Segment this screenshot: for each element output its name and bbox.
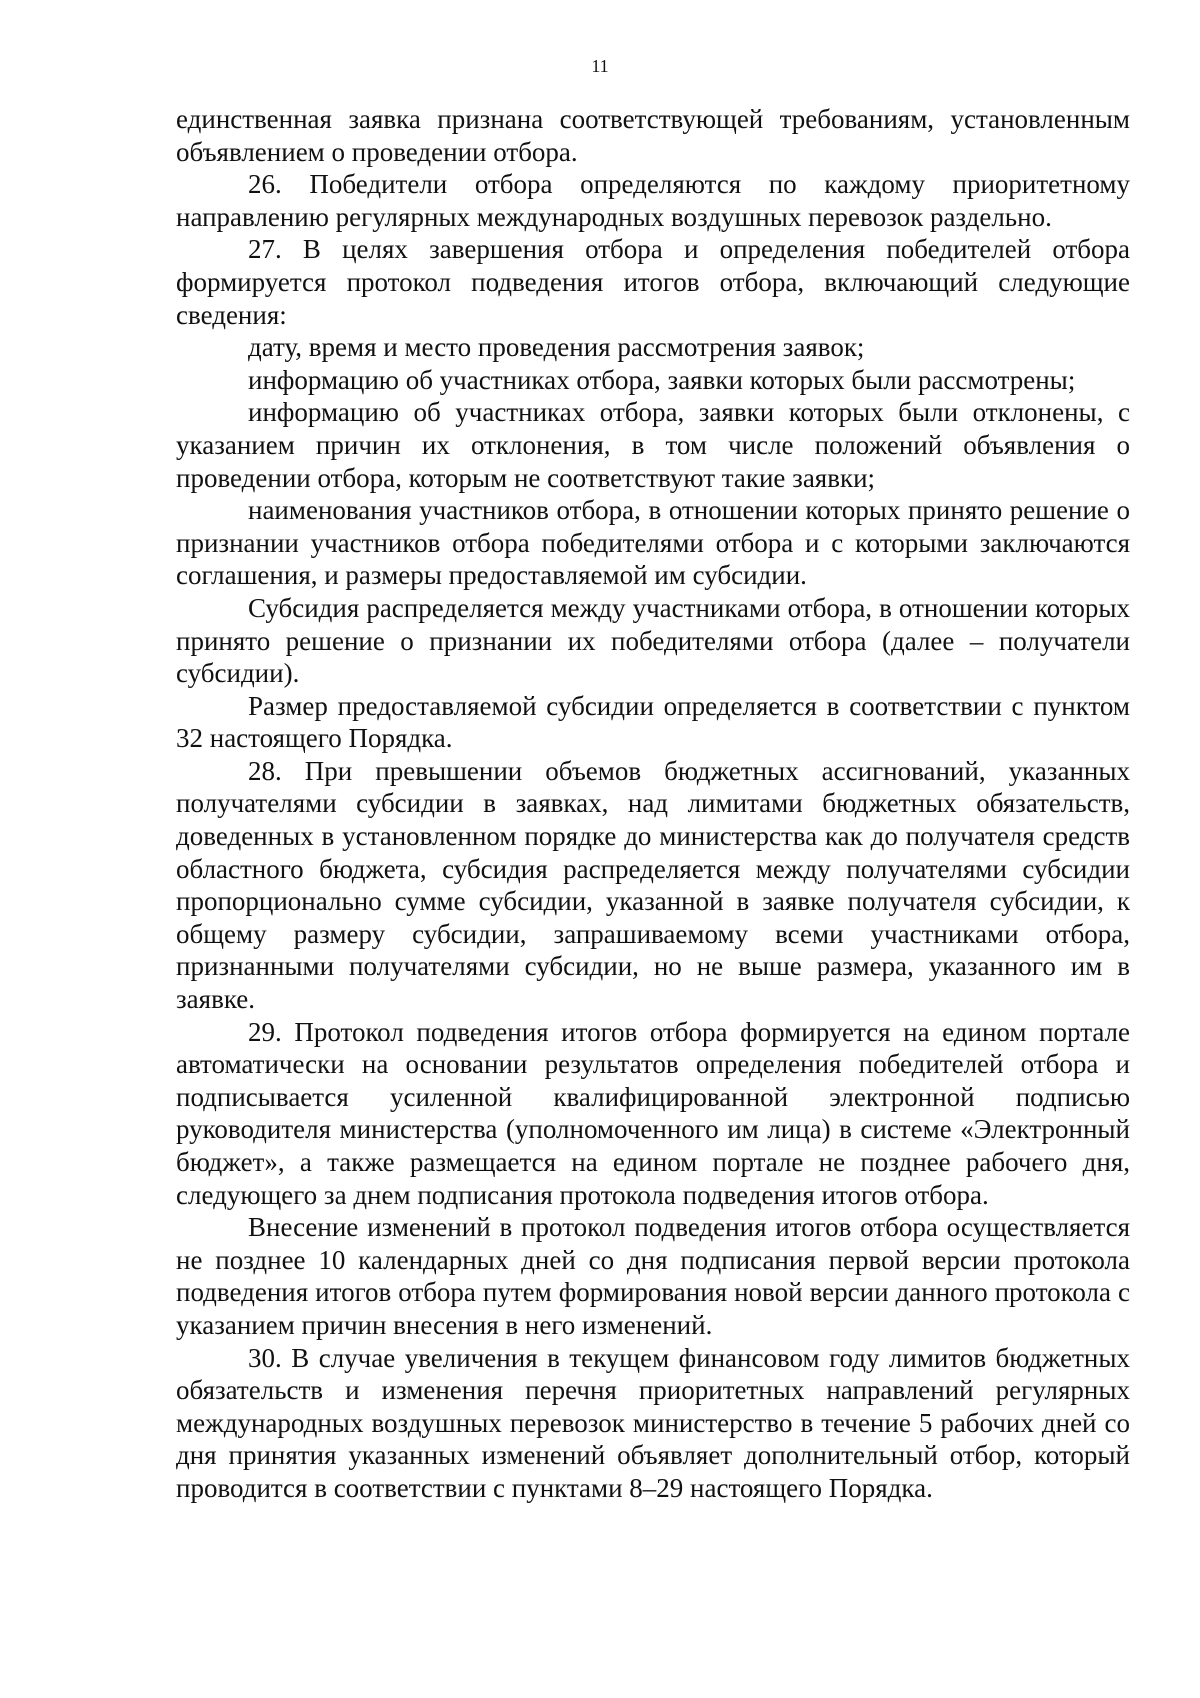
paragraph: Субсидия распределяется между участниками отбора, в отношении которых принято решение о признании их победителями отбора (далее – получатели субсидии).: [176, 592, 1130, 689]
page-number: 11: [591, 56, 609, 76]
paragraph: Внесение изменений в протокол подведения итогов отбора осуществляется не позднее 10 календарных дней со дня подписания первой версии протокола подведения итогов отбора путем формирования новой версии данного протокола с указанием причин внесения в него изменений.: [176, 1212, 1130, 1340]
paragraph: 28. При превышении объемов бюджетных ассигнований, указанных получателями субсидии в заявках, над лимитами бюджетных обязательств, доведенных в установленном порядке до министерства как до получателя средств областного бюджета, субсидия распределяется между получателями субсидии пропорционально сумме субсидии, указанной в заявке получателя субсидии, к общему размеру субсидии, запрашиваемому всеми участниками отбора, признанными получателями субсидии, но не выше размера, указанного им в заявке.: [176, 755, 1130, 1015]
paragraph: 26. Победители отбора определяются по каждому приоритетному направлению регулярных международных воздушных перевозок раздельно.: [176, 169, 1130, 232]
paragraph: информацию об участниках отбора, заявки которых были отклонены, с указанием причин их отклонения, в том числе положений объявления о проведении отбора, которым не соответствуют такие заявки;: [176, 397, 1130, 493]
paragraph: дату, время и место проведения рассмотрения заявок;: [248, 332, 865, 363]
paragraph: 27. В целях завершения отбора и определения победителей отбора формируется протокол подведения итогов отбора, включающий следующие сведения:: [176, 234, 1130, 330]
paragraph: Размер предоставляемой субсидии определяется в соответствии с пунктом 32 настоящего Порядка.: [176, 690, 1130, 754]
paragraph: 30. В случае увеличения в текущем финансовом году лимитов бюджетных обязательств и изменения перечня приоритетных направлений регулярных международных воздушных перевозок министерство в течение 5 рабочих дней со дня принятия указанных изменений объявляет дополнительный отбор, который проводится в соответствии с пунктами 8–29 настоящего Порядка.: [176, 1342, 1130, 1503]
paragraph: единственная заявка признана соответствующей требованиям, установленным объявлением о проведении отбора.: [176, 104, 1130, 167]
paragraph: 29. Протокол подведения итогов отбора формируется на едином портале автоматически на основании результатов определения победителей отбора и подписывается усиленной квалифицированной электронной подписью руководителя министерства (уполномоченного им лица) в системе «Электронный бюджет», а также размещается на едином портале не позднее рабочего дня, следующего за днем подписания протокола подведения итогов отбора.: [176, 1016, 1130, 1210]
paragraph: наименования участников отбора, в отношении которых принято решение о признании участников отбора победителями отбора и с которыми заключаются соглашения, и размеры предоставляемой им субсидии.: [176, 495, 1130, 591]
paragraph: информацию об участниках отбора, заявки которых были рассмотрены;: [248, 364, 1076, 395]
document-body: [176, 103, 1130, 1505]
